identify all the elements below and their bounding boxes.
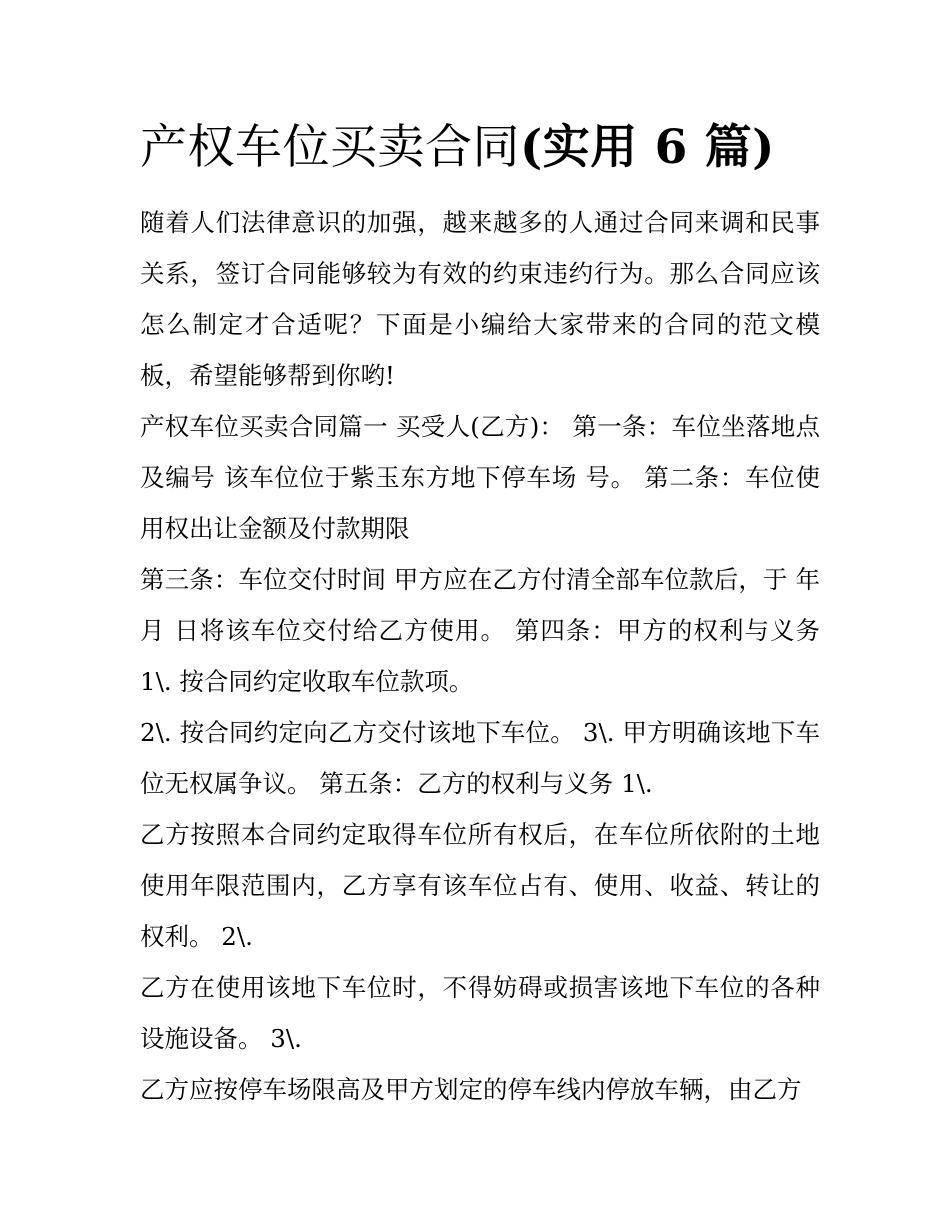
paragraph-intro: 随着人们法律意识的加强，越来越多的人通过合同来调和民事关系，签订合同能够较为有效的约束违约行为。那么合同应该怎么制定才合适呢？下面是小编给大家带来的合同的范文模板，希望能够帮到你哟! (140, 208, 820, 390)
paragraph-clause-1-2: 产权车位买卖合同篇一 买受人(乙方)： 第一条：车位坐落地点及编号 该车位位于紫玉东方地下停车场 号。 第二条：车位使用权出让金额及付款期限 (140, 412, 820, 543)
paragraph-buyer-right-3: 乙方应按停车场限高及甲方划定的停车线内停放车辆，由乙方 (140, 1075, 802, 1104)
title-suffix: (实用 6 篇) (520, 120, 775, 175)
title-main: 产权车位买卖合同 (140, 120, 520, 175)
document-page (140, 112, 820, 1115)
paragraph-buyer-right-1: 乙方按照本合同约定取得车位所有权后，在车位所依附的土地使用年限范围内，乙方享有该车位占有、使用、收益、转让的权利。 2\. (140, 820, 820, 951)
paragraph-buyer-right-2: 乙方在使用该地下车位时，不得妨碍或损害该地下车位的各种设施设备。 3\. (140, 973, 820, 1053)
paragraph-clause-3-4: 第三条：车位交付时间 甲方应在乙方付清全部车位款后，于 年 月 日将该车位交付给乙方使用。 第四条：甲方的权利与义务 1\. 按合同约定收取车位款项。 (140, 565, 820, 696)
document-title (140, 112, 820, 184)
paragraph-clause-4-5: 2\. 按合同约定向乙方交付该地下车位。 3\. 甲方明确该地下车位无权属争议。 第五条：乙方的权利与义务 1\. (140, 718, 820, 798)
